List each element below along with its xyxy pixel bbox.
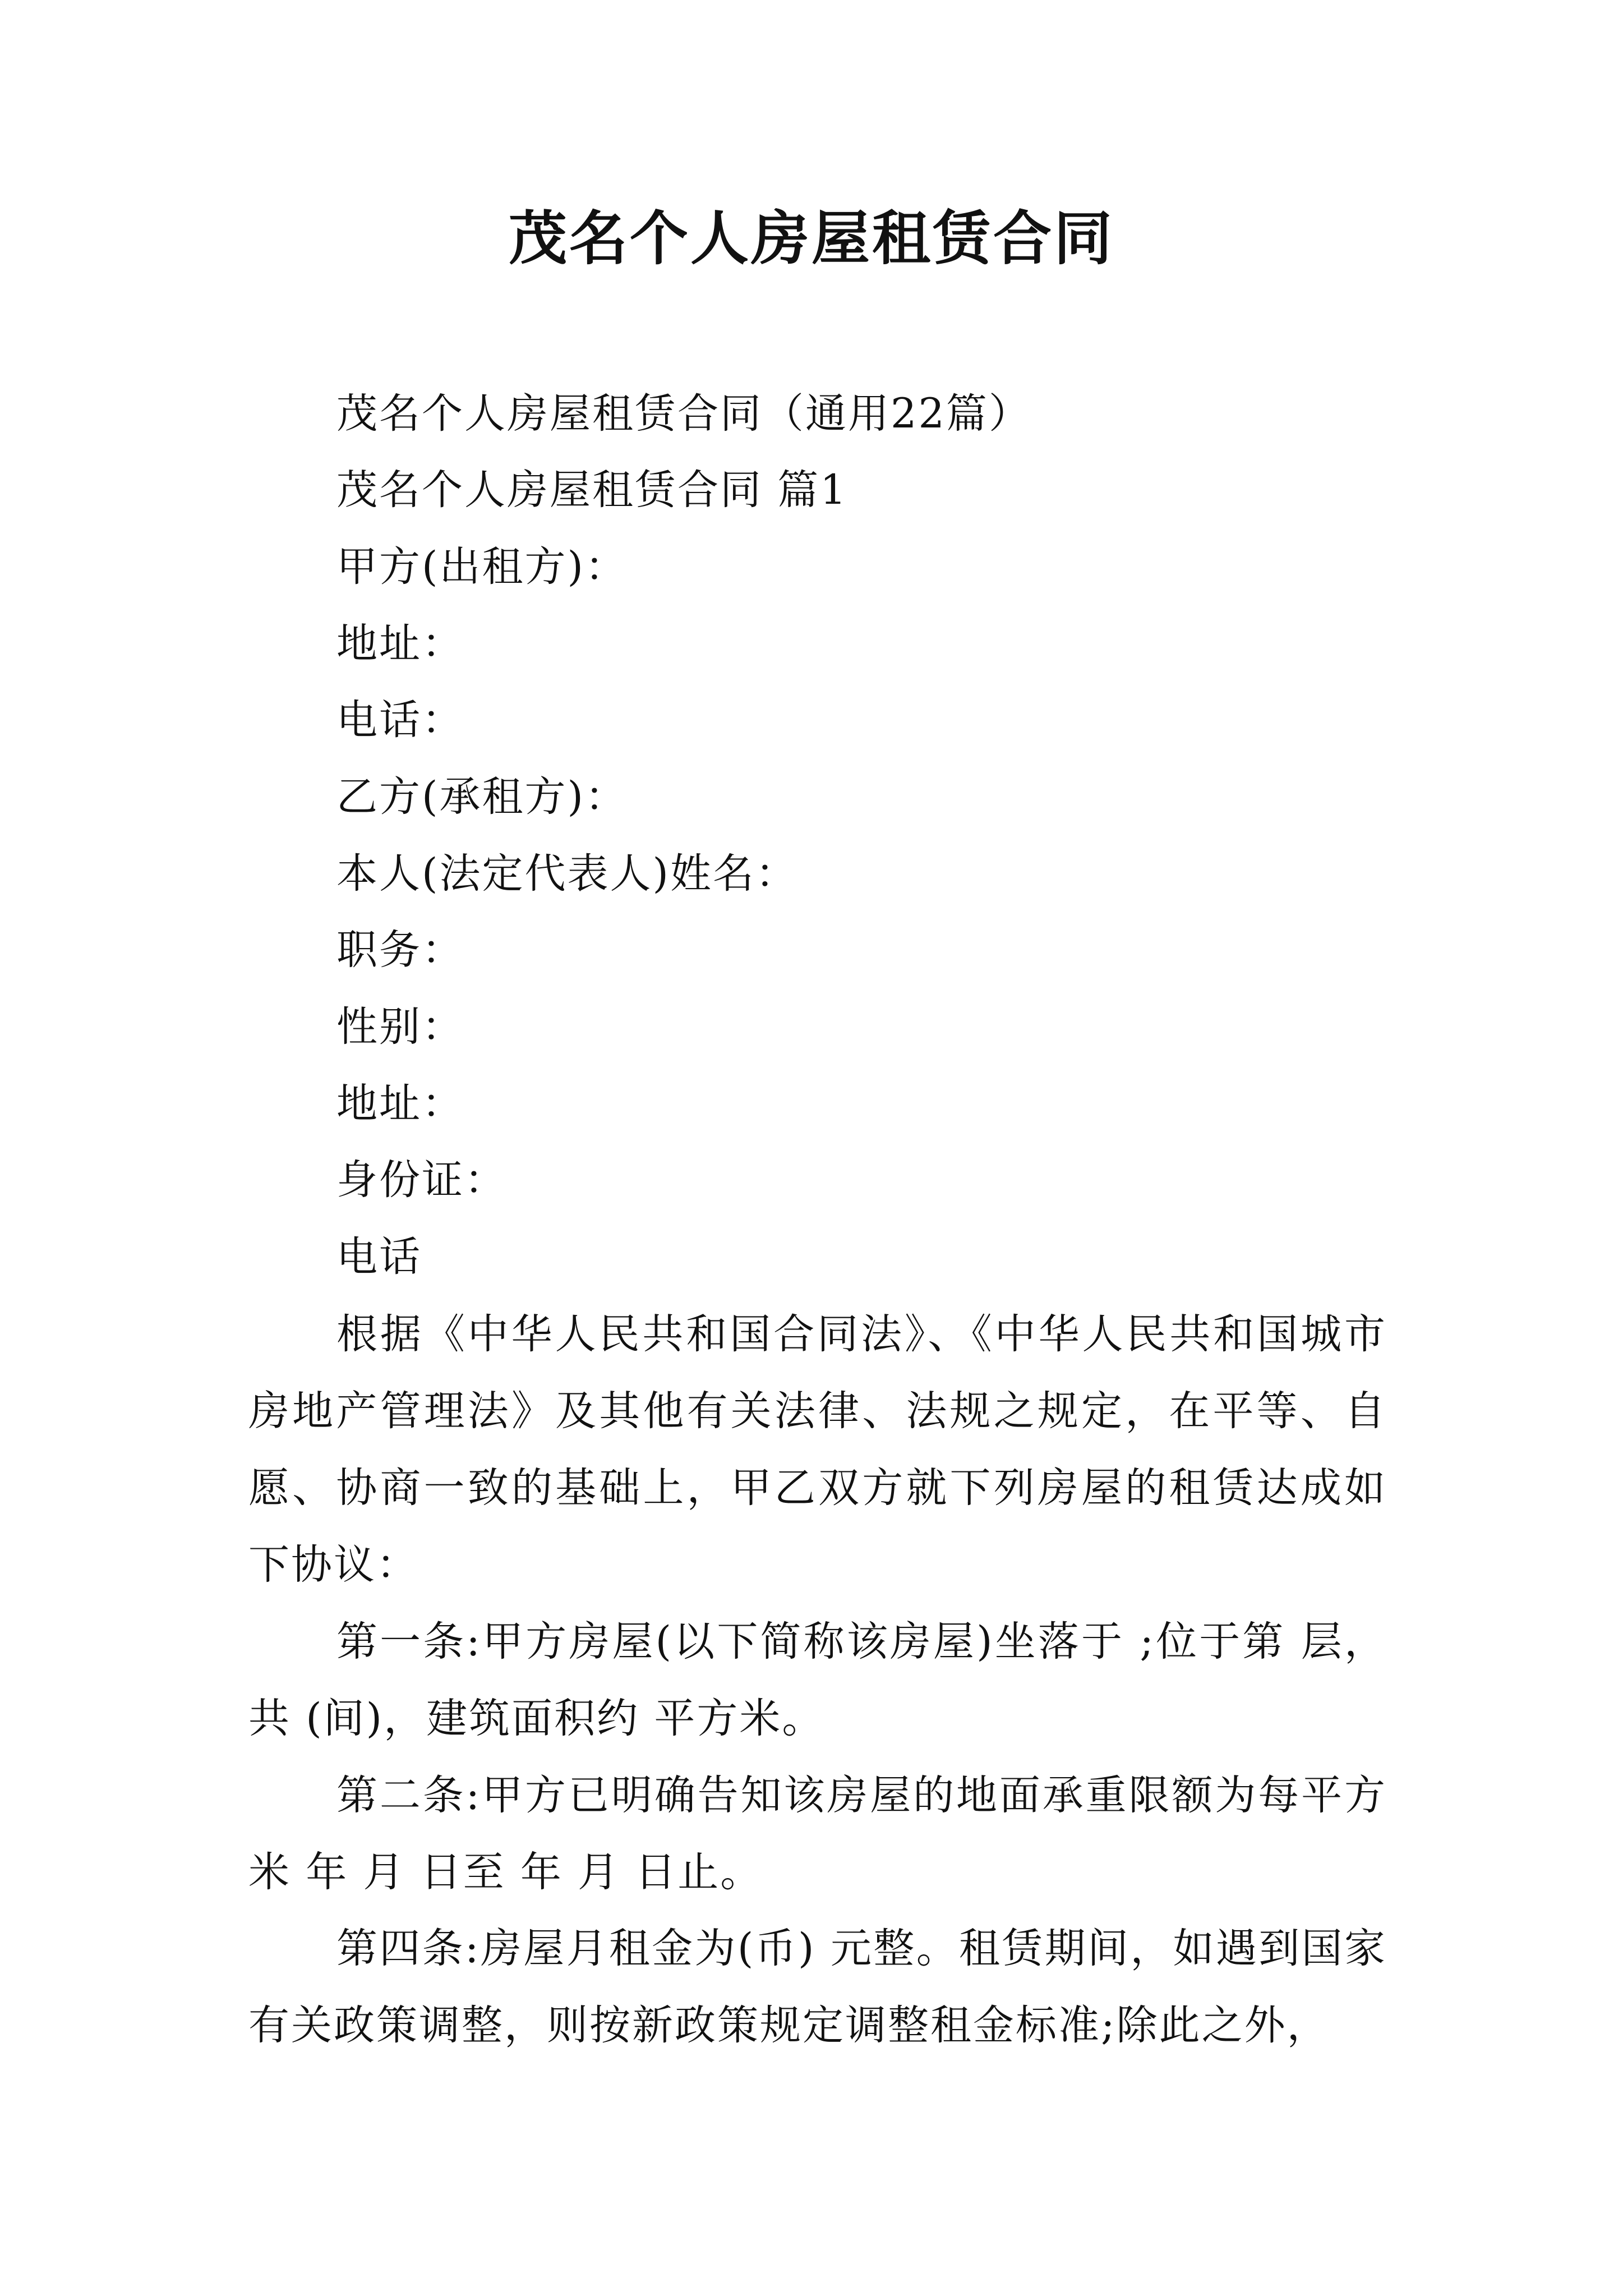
field-lessor-phone: 电话： [336,696,464,744]
paragraph-article-2: 第二条:甲方已明确告知该房屋的地面承重限额为每平方米 年 月 日至 年 月 日止。 [248,1772,1387,1896]
field-id-card: 身份证： [336,1156,507,1204]
paragraph-article-1: 第一条:甲方房屋(以下简称该房屋)坐落于 ;位于第 层，共 (间)，建筑面积约 平方米。 [248,1618,1387,1742]
field-gender: 性别： [336,1003,464,1051]
field-lessor-address: 地址： [336,620,464,668]
field-lessee-phone: 电话 [336,1233,422,1281]
field-lessee-address: 地址： [336,1080,464,1128]
field-lessor: 甲方(出租方)： [336,543,628,591]
field-lessee: 乙方(承租方)： [336,773,628,821]
paragraph-article-4: 第四条:房屋月租金为(币) 元整。租赁期间，如遇到国家有关政策调整，则按新政策规定调整租金标准;除此之外， [248,1925,1387,2049]
document-title: 茂名个人房屋租赁合同 [508,204,1114,273]
paragraph-preamble: 根据《中华人民共和国合同法》、《中华人民共和国城市房地产管理法》及其他有关法律、法规之规定，在平等、自愿、协商一致的基础上，甲乙双方就下列房屋的租赁达成如下协议： [248,1310,1387,1589]
field-position: 职务： [336,926,464,974]
section-heading: 茂名个人房屋租赁合同 篇1 [336,466,848,514]
field-representative-name: 本人(法定代表人)姓名： [336,850,798,898]
document-subtitle: 茂名个人房屋租赁合同（通用22篇） [336,390,1031,438]
